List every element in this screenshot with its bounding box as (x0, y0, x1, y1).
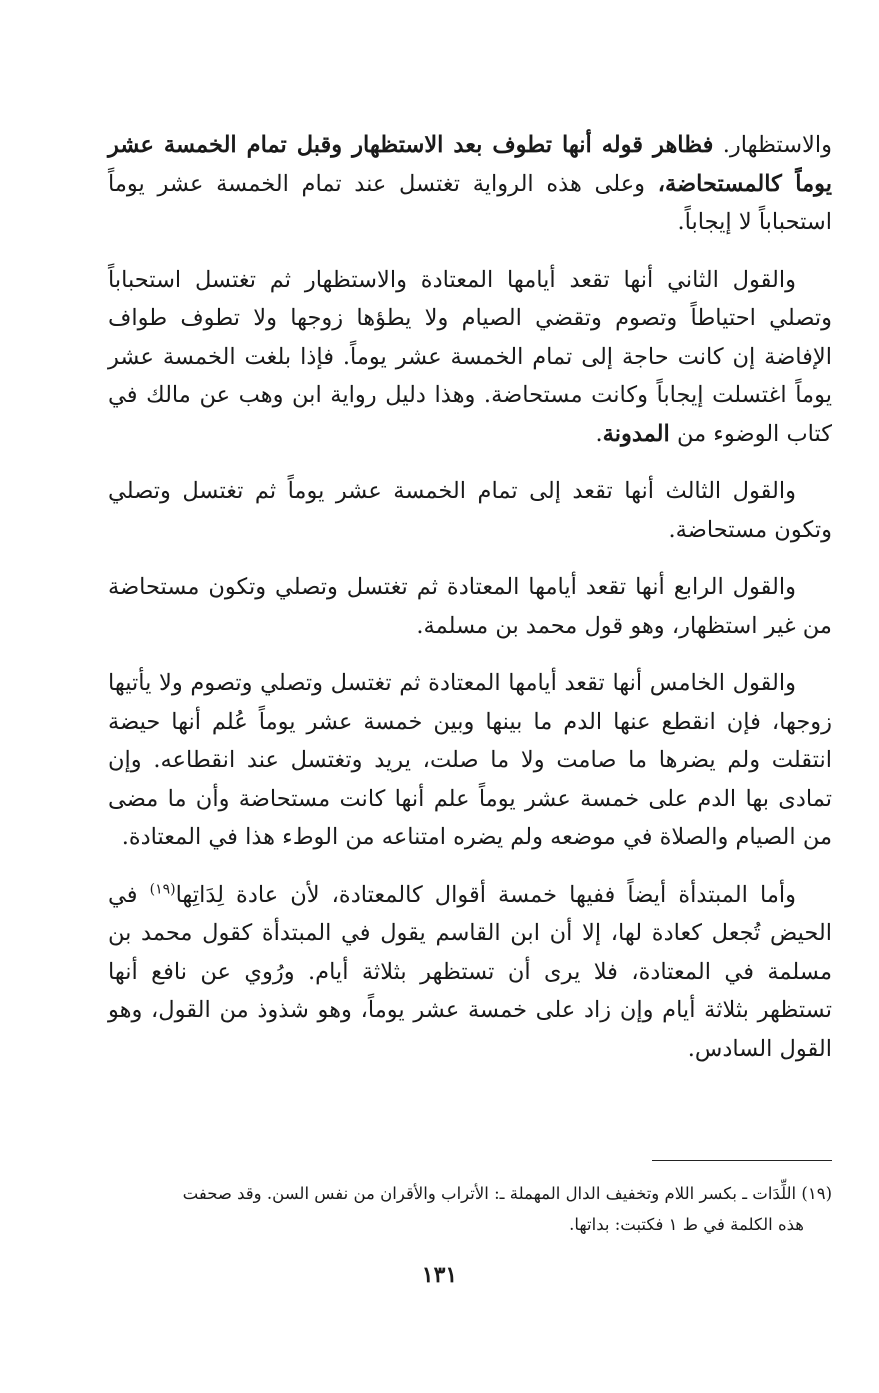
page-number: ١٣١ (421, 1262, 458, 1288)
paragraph-1-bold: فظاهر قوله أنها تطوف بعد الاستظهار وقبل تمام الخمسة عشر يوماً كالمستحاضة، (108, 132, 833, 197)
footnote (108, 1178, 832, 1240)
paragraph-6-end: في الحيض تُجعل كعادة لها، إلا أن ابن القاسم يقول في المبتدأة كقول محمد بن مسلمة في المعتادة، فلا يرى أن تستظهر بثلاثة أيام. ورُوي عن نافع أنها تستظهر بثلاثة أيام وإن زاد على خمسة عشر يوماً، وهو شذوذ من القول، وهو القول السادس. (108, 881, 832, 1062)
footnote-line-1: (١٩) اللِّدَات ـ بكسر اللام وتخفيف الدال المهملة ـ: الأتراب والأقران من نفس السن. وقد صحفت (182, 1184, 832, 1203)
footnote-reference: (١٩) (149, 881, 176, 897)
page-body (108, 126, 832, 1087)
paragraph-1 (108, 126, 832, 242)
paragraph-6-start: وأما المبتدأة أيضاً ففيها خمسة أقوال كالمعتادة، لأن عادة لِدَاتِها (175, 881, 796, 908)
paragraph-5: والقول الخامس أنها تقعد أيامها المعتادة ثم تغتسل وتصلي وتصوم ولا يأتيها زوجها، فإن انقطع عنها الدم ما بينها وبين خمسة عشر يوماً عُلم أنها حيضة انتقلت ولم يضرها ما صامت ولا ما صلت، يريد وتغتسل عند انقطاعه. وإن تمادى بها الدم على خمسة عشر يوماً علم أنها كانت مستحاضة وأن ما مضى من الصيام والصلاة في موضعه ولم يضره امتناعه من الوطء هذا في المعتادة. (108, 670, 832, 850)
footnote-separator (652, 1160, 832, 1161)
paragraph-2-text: والقول الثاني أنها تقعد أيامها المعتادة والاستظهار ثم تغتسل استحباباً وتصلي احتياطاً وتصوم وتقضي الصيام ولا يطؤها زوجها ولا تطوف طواف الإفاضة إن كانت حاجة إلى تمام الخمسة عشر يوماً. فإذا بلغت الخمسة عشر يوماً اغتسلت إيجاباً وكانت مستحاضة. وهذا دليل رواية ابن وهب عن مالك في كتاب الوضوء من (108, 266, 832, 447)
paragraph-2-bold: المدونة (602, 420, 670, 447)
paragraph-2 (108, 261, 832, 454)
paragraph-6 (108, 876, 832, 1069)
paragraph-1-start: والاستظهار. (722, 132, 832, 158)
paragraph-4: والقول الرابع أنها تقعد أيامها المعتادة ثم تغتسل وتصلي وتكون مستحاضة من غير استظهار، وهو قول محمد بن مسلمة. (108, 574, 832, 639)
footnote-line-2: هذه الكلمة في ط ١ فكتبت: بداتها. (569, 1215, 804, 1234)
paragraph-2-end: . (595, 420, 603, 447)
paragraph-1-end: وعلى هذه الرواية تغتسل عند تمام الخمسة عشر يوماً استحباباً لا إيجاباً. (108, 170, 832, 235)
paragraph-3: والقول الثالث أنها تقعد إلى تمام الخمسة عشر يوماً ثم تغتسل وتصلي وتكون مستحاضة. (108, 478, 832, 543)
